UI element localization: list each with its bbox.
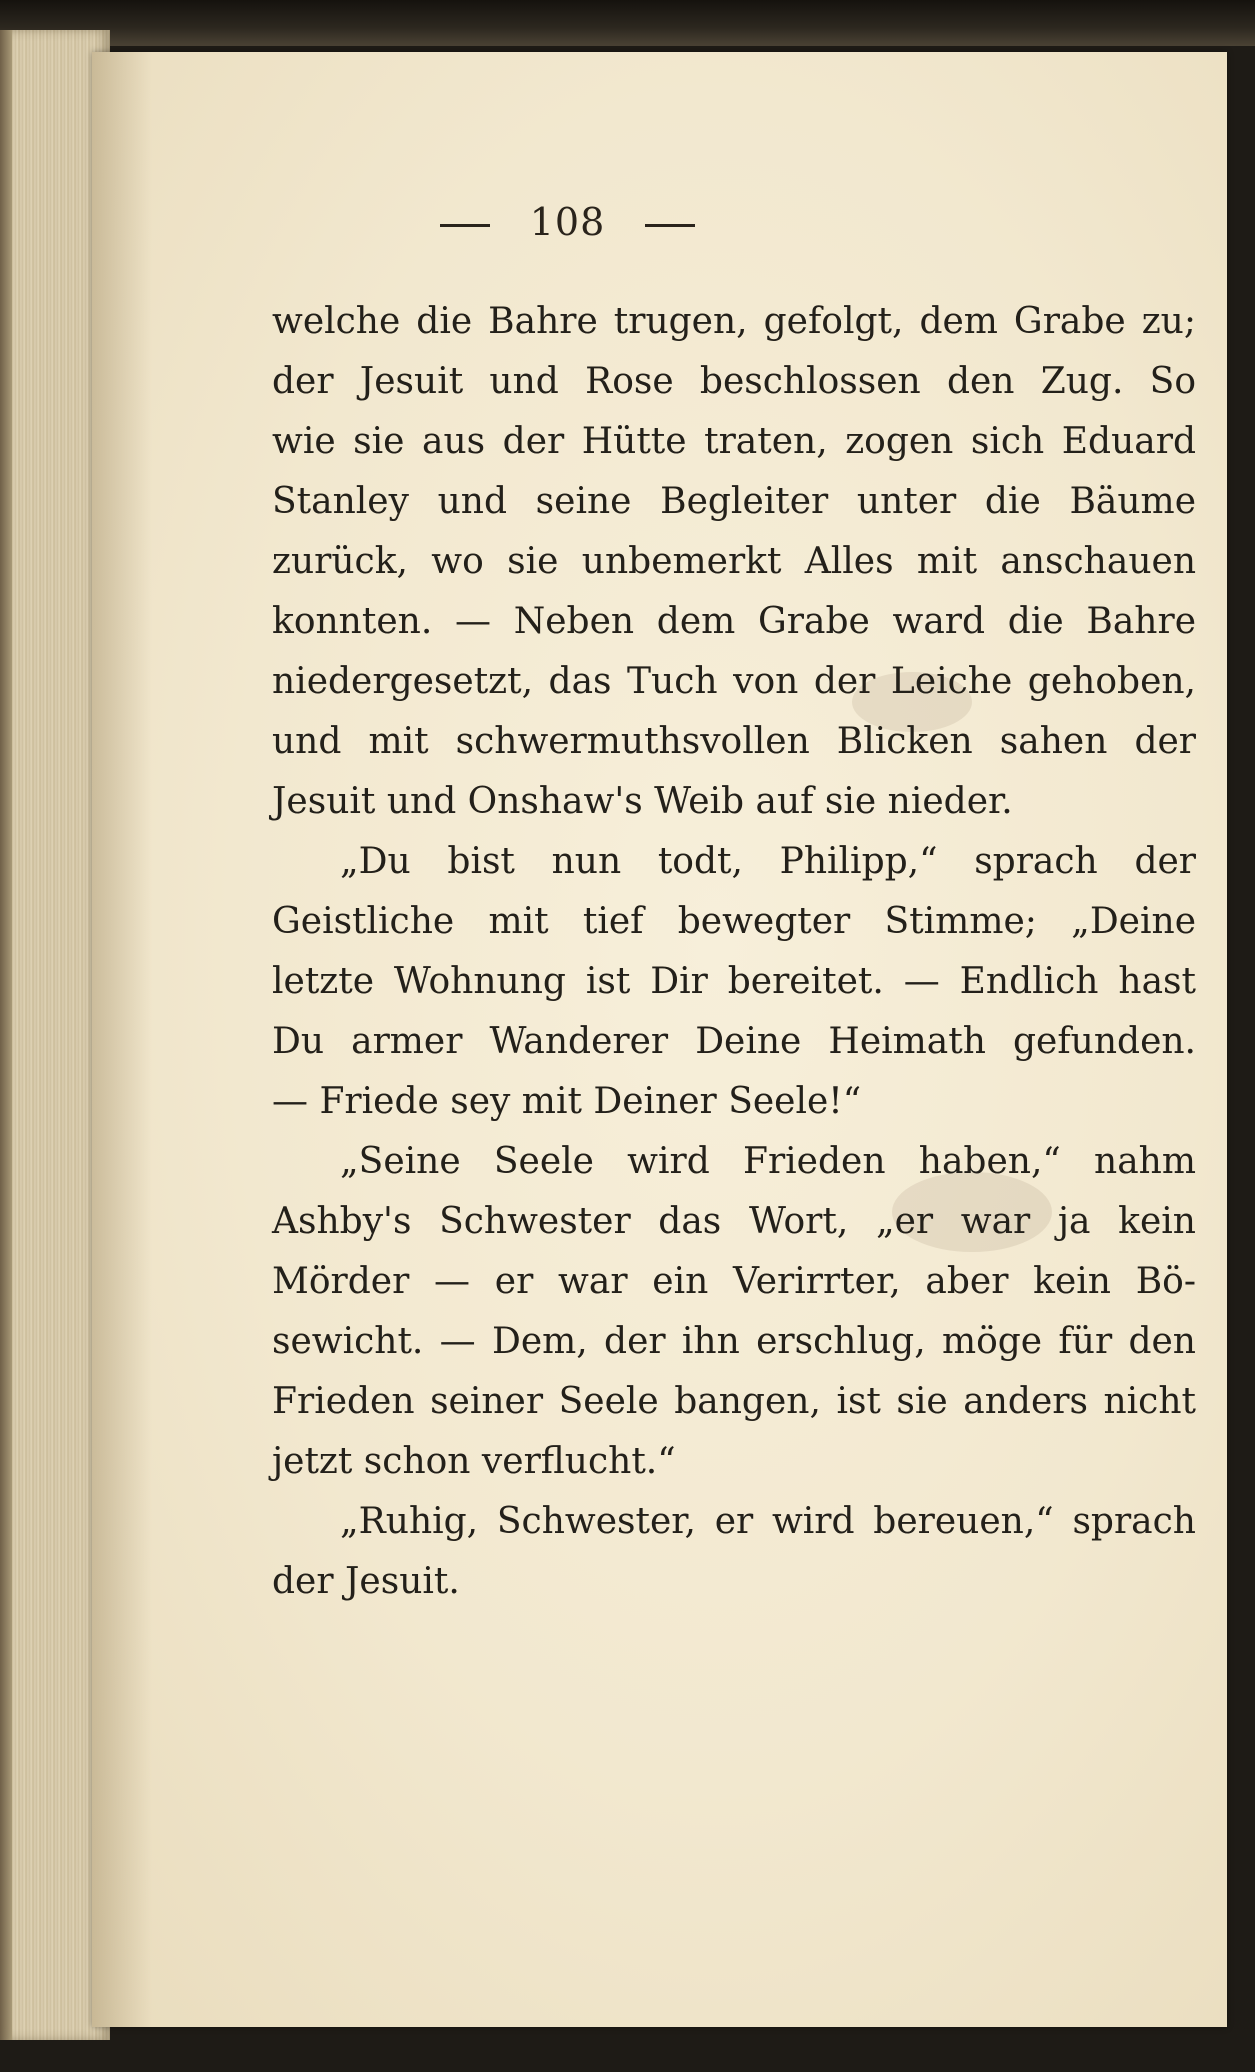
page-number: 108 (529, 200, 606, 244)
text-line: Geistliche mit tief bewegter Stimme; „Deine (272, 901, 1196, 942)
text-line: Du armer Wanderer Deine Heimath gefunden. (272, 1021, 1196, 1062)
body-text (272, 292, 1196, 1612)
book-top-shadow (0, 0, 1255, 46)
text-line: zurück, wo sie unbemerkt Alles mit anschauen (272, 541, 1196, 582)
text-line: — Friede sey mit Deiner Seele!“ (272, 1081, 862, 1122)
text-line: jetzt schon verflucht.“ (272, 1441, 676, 1482)
text-line: „Du bist nun todt, Philipp,“ sprach der (340, 841, 1196, 882)
text-line: Ashby's Schwester das Wort, „er war ja kein (272, 1201, 1196, 1242)
text-line: konnten. — Neben dem Grabe ward die Bahre (272, 601, 1196, 642)
text-line: „Seine Seele wird Frieden haben,“ nahm (340, 1141, 1196, 1182)
text-line: Mörder — er war ein Verirrter, aber kein Bö- (272, 1261, 1196, 1302)
text-line: letzte Wohnung ist Dir bereitet. — Endlich hast (272, 961, 1196, 1002)
text-line: Stanley und seine Begleiter unter die Bäume (272, 481, 1196, 522)
text-line: der Jesuit und Rose beschlossen den Zug. So (272, 361, 1196, 402)
text-line: wie sie aus der Hütte traten, zogen sich Eduard (272, 421, 1196, 462)
text-line: sewicht. — Dem, der ihn erschlug, möge für den (272, 1321, 1196, 1362)
text-line: der Jesuit. (272, 1561, 460, 1602)
page-header (0, 200, 1135, 244)
text-line: niedergesetzt, das Tuch von der Leiche gehoben, (272, 661, 1196, 702)
header-dash-left (440, 224, 490, 227)
text-line: Jesuit und Onshaw's Weib auf sie nieder. (272, 781, 1013, 822)
text-line: „Ruhig, Schwester, er wird bereuen,“ sprach (340, 1501, 1196, 1542)
header-dash-right (645, 224, 695, 227)
text-line: welche die Bahre trugen, gefolgt, dem Grabe zu; (272, 301, 1196, 342)
text-line: Frieden seiner Seele bangen, ist sie anders nicht (272, 1381, 1196, 1422)
text-line: und mit schwermuthsvollen Blicken sahen der (272, 721, 1196, 762)
